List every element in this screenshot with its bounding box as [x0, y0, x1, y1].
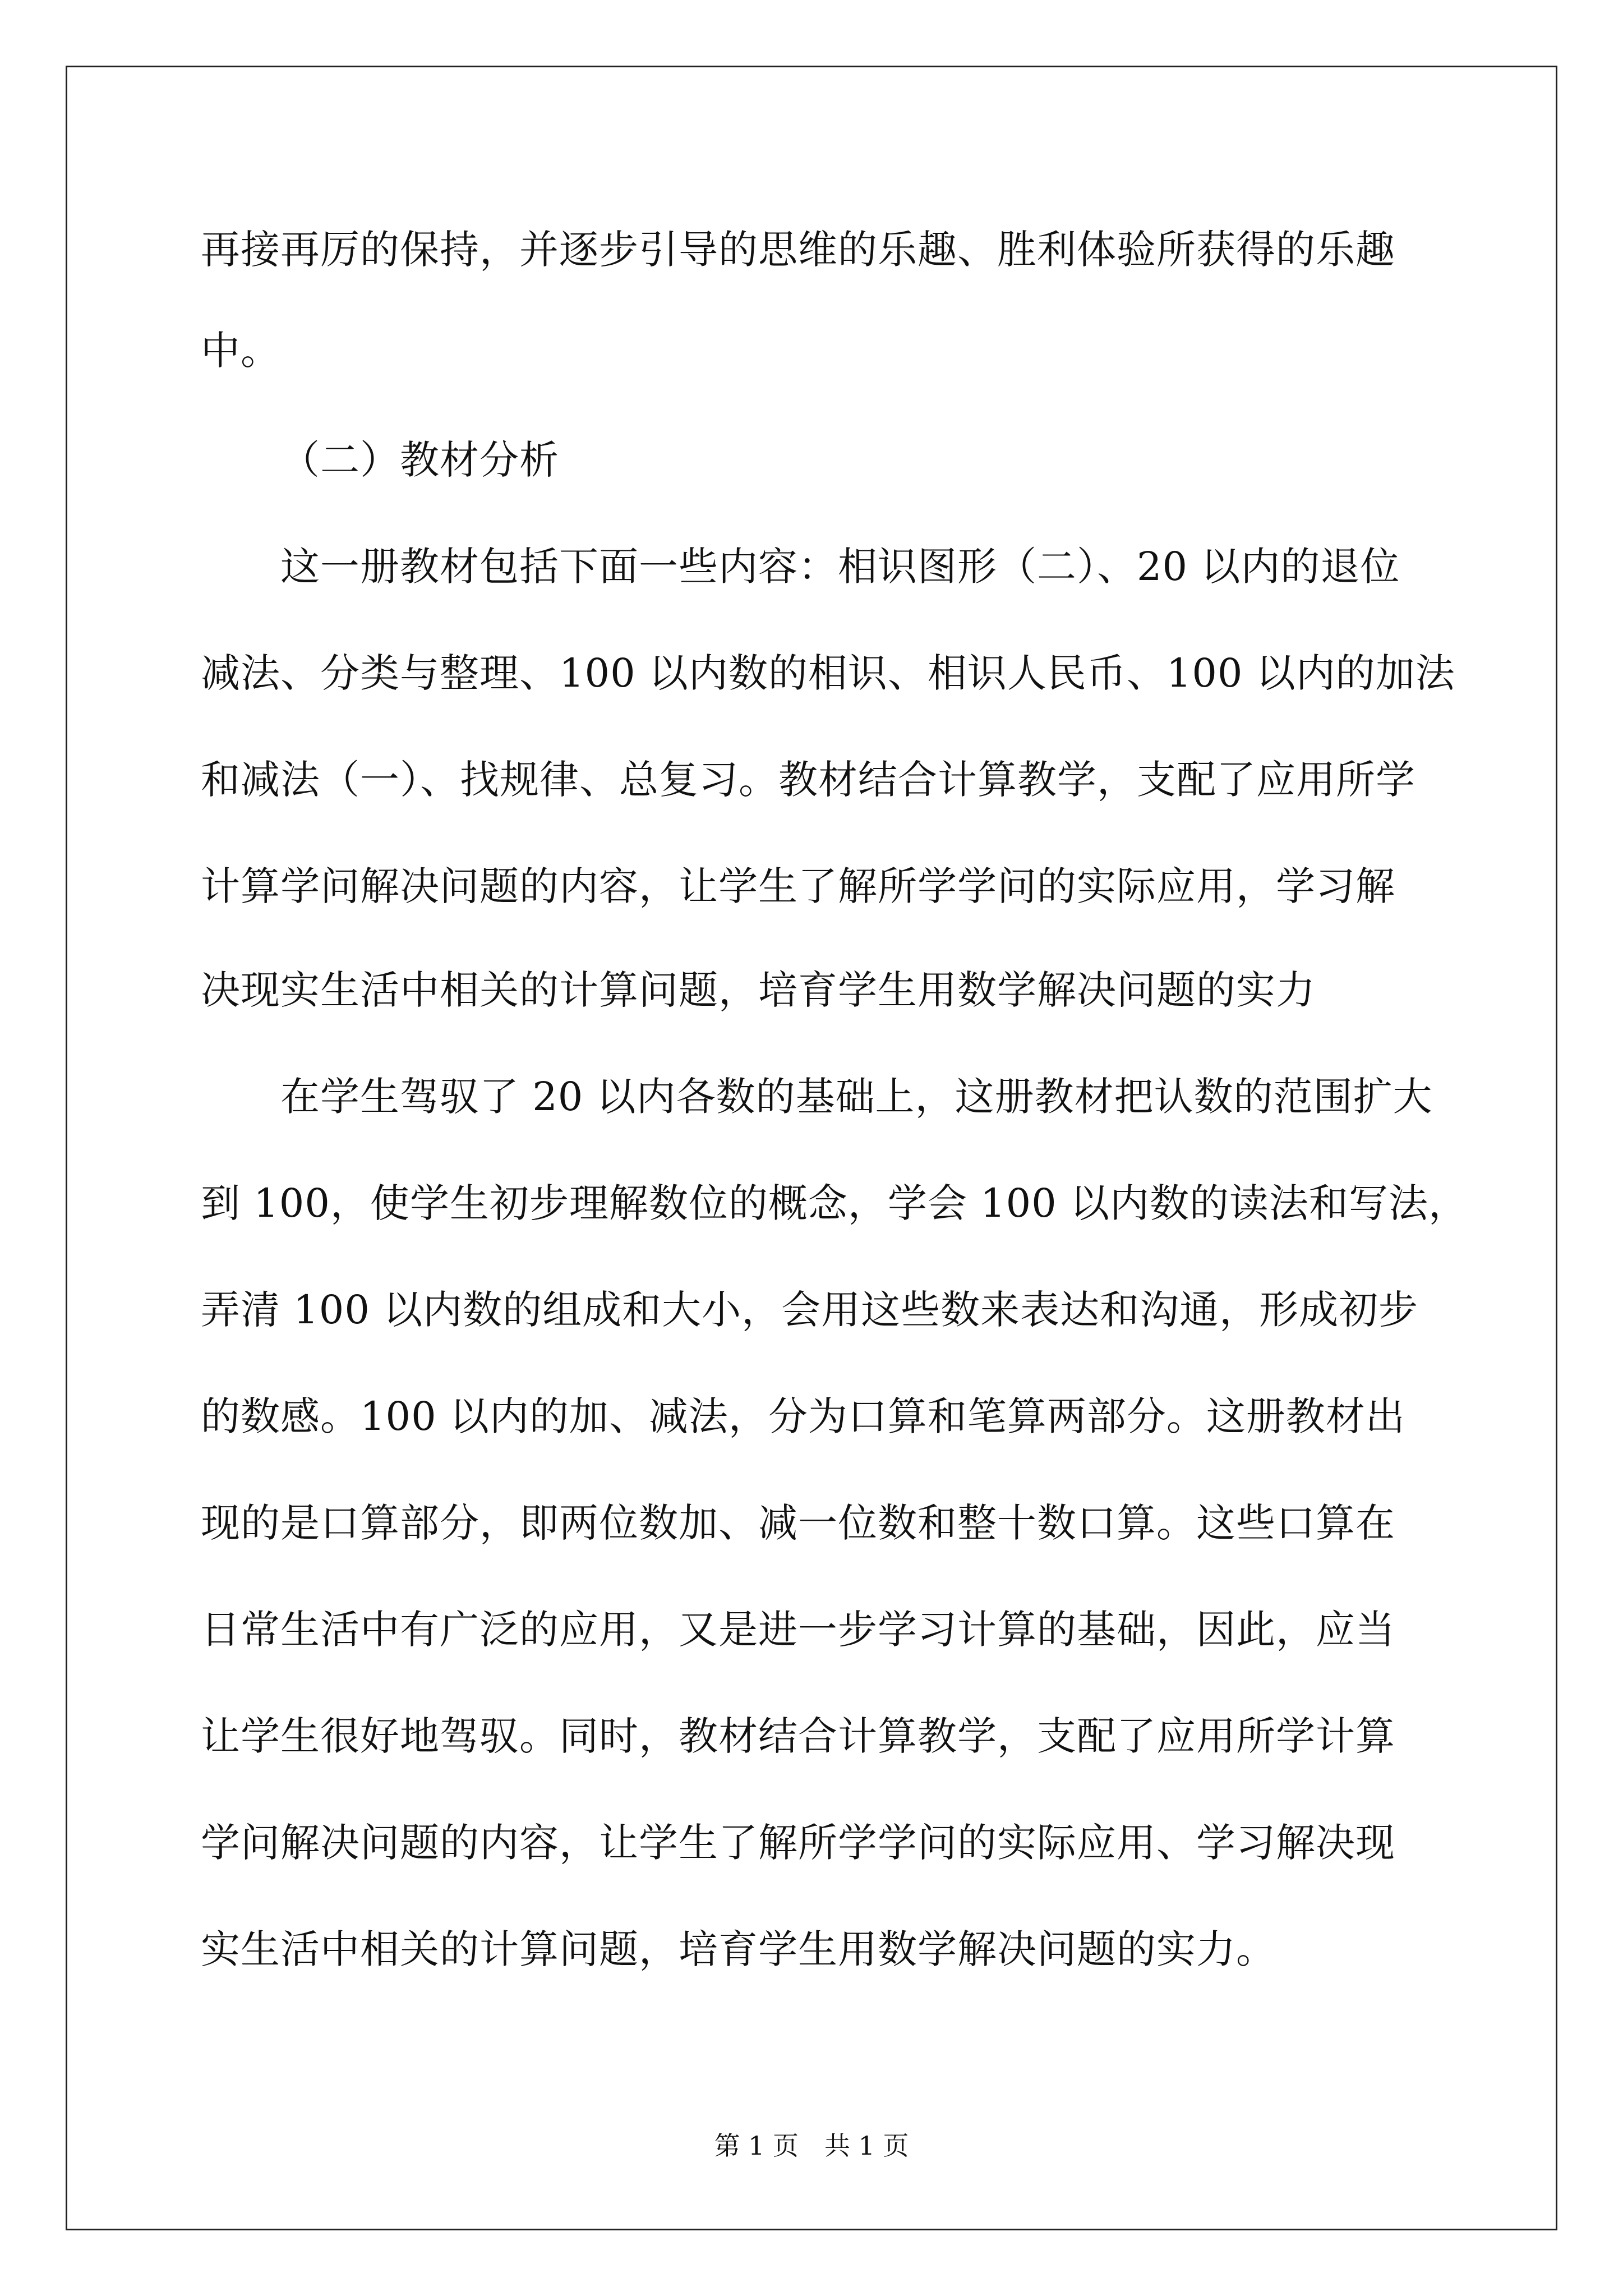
text-line: 实生活中相关的计算问题，培育学生用数学解决问题的实力。	[201, 1926, 1276, 1972]
text-line: 让学生很好地驾驭。同时，教材结合计算教学，支配了应用所学计算	[201, 1713, 1395, 1759]
text-line: 在学生驾驭了 20 以内各数的基础上，这册教材把认数的范围扩大	[280, 1074, 1433, 1120]
text-line: 中。	[201, 328, 280, 374]
text-line: 的数感。100 以内的加、减法，分为口算和笔算两部分。这册教材出	[201, 1393, 1405, 1439]
text-line: 学问解决问题的内容，让学生了解所学学问的实际应用、学习解决现	[201, 1820, 1395, 1866]
text-line: 和减法（一）、找规律、总复习。教材结合计算教学，支配了应用所学	[201, 757, 1415, 803]
section-heading: （二）教材分析	[280, 437, 559, 483]
text-line: 这一册教材包括下面一些内容：相识图形（二）、20 以内的退位	[280, 544, 1400, 590]
text-line: 再接再厉的保持，并逐步引导的思维的乐趣、胜利体验所获得的乐趣	[201, 227, 1395, 273]
text-line: 现的是口算部分，即两位数加、减一位数和整十数口算。这些口算在	[201, 1500, 1395, 1546]
page-frame	[66, 66, 1557, 2230]
text-line: 计算学问解决问题的内容，让学生了解所学学问的实际应用，学习解	[201, 863, 1395, 909]
text-line: 日常生活中有广泛的应用，又是进一步学习计算的基础，因此，应当	[201, 1607, 1395, 1653]
page-footer: 第 1 页 共 1 页	[714, 2131, 909, 2161]
text-line: 决现实生活中相关的计算问题，培育学生用数学解决问题的实力	[201, 967, 1316, 1013]
text-line: 到 100，使学生初步理解数位的概念，学会 100 以内数的读法和写法，	[201, 1180, 1468, 1226]
text-line: 弄清 100 以内数的组成和大小，会用这些数来表达和沟通，形成初步	[201, 1287, 1419, 1333]
text-line: 减法、分类与整理、100 以内数的相识、相识人民币、100 以内的加法	[201, 650, 1455, 696]
